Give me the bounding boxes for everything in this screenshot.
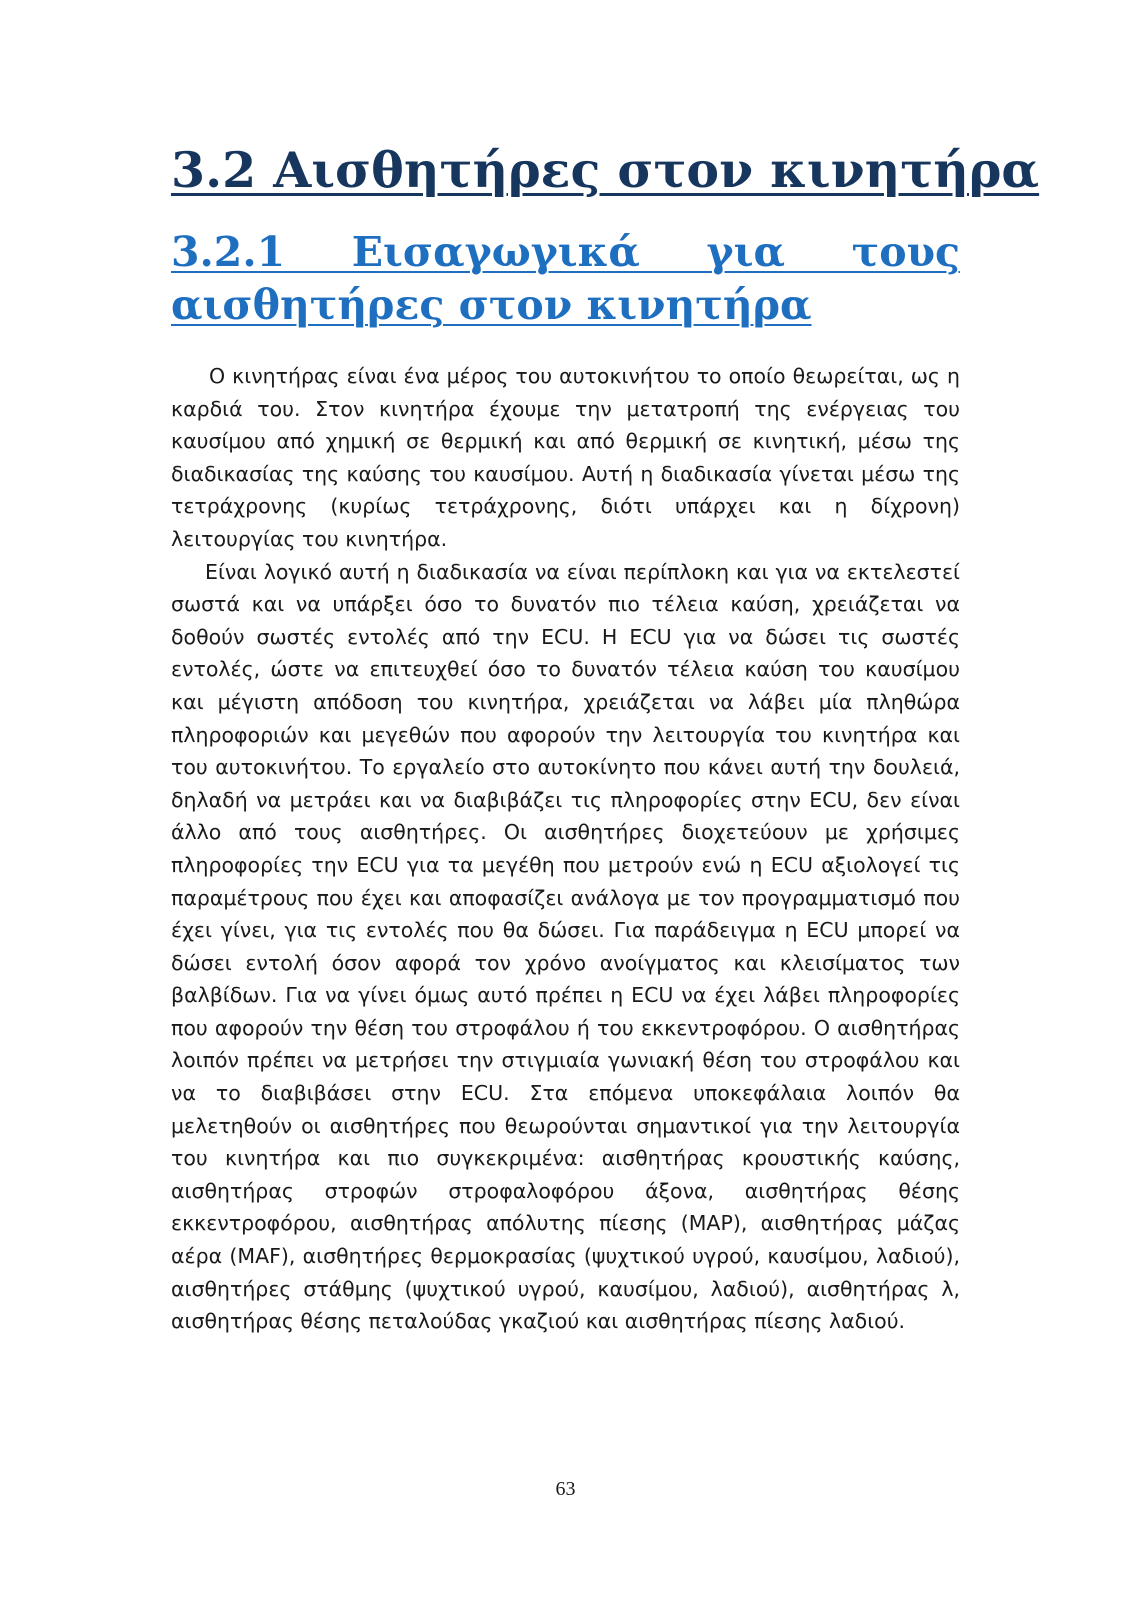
section-heading: 3.2 Αισθητήρες στον κινητήρα <box>171 141 1040 199</box>
document-page <box>171 0 1040 1600</box>
page-number: 63 <box>555 1478 576 1500</box>
body-text <box>171 360 960 1338</box>
paragraph-sensors: Είναι λογικό αυτή η διαδικασία να είναι περίπλοκη και για να εκτελεστεί σωστά και να υπάρξει όσο το δυνατόν πιο τέλεια καύση, χρειάζεται να δοθούν σωστές εντολές από την ECU. Η ECU για να δώσει τις σωστές εντολές, ώστε να επιτευχθεί όσο το δυνατόν τέλεια καύση του καυσίμου και μέγιστη απόδοση του κινητήρα, χρειάζεται να λάβει μία πληθώρα πληροφοριών και μεγεθών που αφορούν την λειτουργία του κινητήρα και του αυτοκινήτου. Το εργαλείο στο αυτοκίνητο που κάνει αυτή την δουλειά, δηλαδή να μετράει και να διαβιβάζει τις πληροφορίες στην ECU, δεν είναι άλλο από τους αισθητήρες. Οι αισθητήρες διοχετεύουν με χρήσιμες πληροφορίες την ECU για τα μεγέθη που μετρούν ενώ η ECU αξιολογεί τις παραμέτρους που έχει και αποφασίζει ανάλογα με τον προγραμματισμό που έχει γίνει, για τις εντολές που θα δώσει. Για παράδειγμα η ECU μπορεί να δώσει εντολή όσον αφορά τον χρόνο ανοίγματος και κλεισίματος των βαλβίδων. Για να γίνει όμως αυτό πρέπει η ECU να έχει λάβει πληροφορίες που αφορούν την θέση του στροφάλου ή του εκκεντροφόρου. Ο αισθητήρας λοιπόν πρέπει να μετρήσει την στιγμιαία γωνιακή θέση του στροφάλου και να το διαβιβάσει στην ECU. Στα επόμενα υποκεφάλαια λοιπόν θα μελετηθούν οι αισθητήρες που θεωρούνται σημαντικοί για την λειτουργία του κινητήρα και πιο συγκεκριμένα: αισθητήρας κρουστικής καύσης, αισθητήρας στροφών στροφαλοφόρου άξονα, αισθητήρας θέσης εκκεντροφόρου, αισθητήρας απόλυτης πίεσης (MAP), αισθητήρας μάζας αέρα (MAF), αισθητήρες θερμοκρασίας (ψυχτικού υγρού, καυσίμου, λαδιού), αισθητήρες στάθμης (ψυχτικού υγρού, καυσίμου, λαδιού), αισθητήρας λ, αισθητήρας θέσης πεταλούδας γκαζιού και αισθητήρας πίεσης λαδιού. <box>171 559 960 1334</box>
paragraph-intro: Ο κινητήρας είναι ένα μέρος του αυτοκινήτου το οποίο θεωρείται, ως η καρδιά του. Στον κινητήρα έχουμε την μετατροπή της ενέργειας του καυσίμου από χημική σε θερμική και από θερμική σε κινητική, μέσω της διαδικασίας της καύσης του καυσίμου. Αυτή η διαδικασία γίνεται μέσω της τετράχρονης (κυρίως τετράχρονης, διότι υπάρχει και η δίχρονη) λειτουργίας του κινητήρα. <box>171 364 960 551</box>
subsection-heading: 3.2.1 Εισαγωγικά για τους αισθητήρες στον κινητήρα <box>171 228 960 329</box>
